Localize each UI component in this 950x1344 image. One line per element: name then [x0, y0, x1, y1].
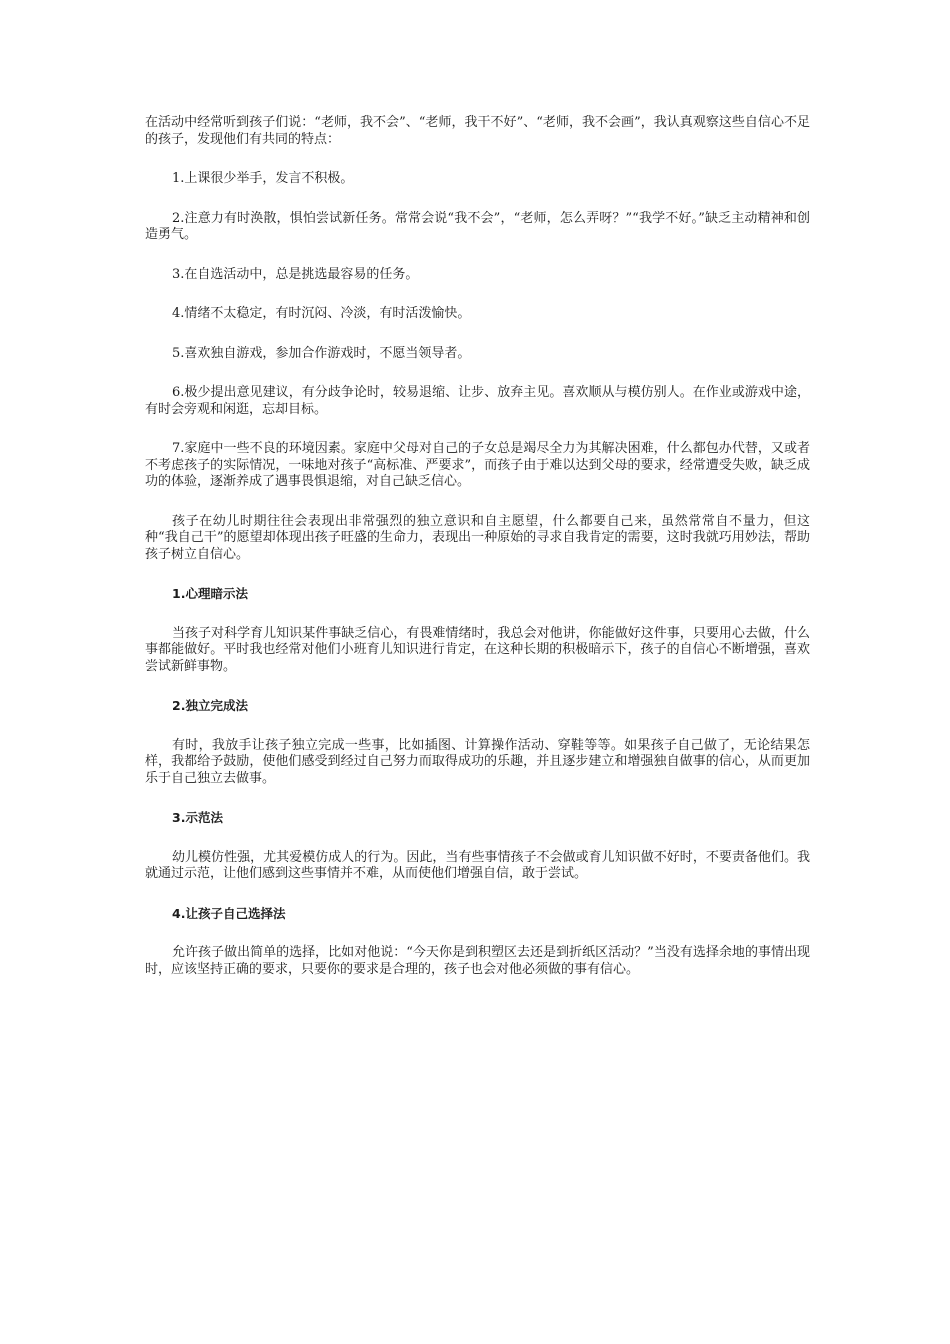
trait-item-1: 1.上课很少举手，发言不积极。	[172, 171, 354, 186]
intro-paragraph: 在活动中经常听到孩子们说：“老师，我不会”、“老师，我干不好”、“老师，我不会画”，我认真观察这些自信心不足的孩子，发现他们有共同的特点：	[145, 115, 810, 147]
transition-paragraph: 孩子在幼儿时期往往会表现出非常强烈的独立意识和自主愿望，什么都要自己来，虽然常常自不量力，但这种“我自己干”的愿望却体现出孩子旺盛的生命力，表现出一种原始的寻求自我肯定的需要，这时我就巧用妙法，帮助孩子树立自信心。	[145, 513, 810, 562]
method-body-3: 幼儿模仿性强，尤其爱模仿成人的行为。因此，当有些事情孩子不会做或育儿知识做不好时，不要责备他们。我就通过示范，让他们感到这些事情并不难，从而使他们增强自信，敢于尝试。	[145, 849, 810, 881]
trait-item-4: 4.情绪不太稳定，有时沉闷、冷淡，有时活泼愉快。	[172, 306, 471, 321]
document-body	[145, 115, 810, 1001]
method-body-4: 允许孩子做出简单的选择，比如对他说：“今天你是到积塑区去还是到折纸区活动？”当没有选择余地的事情出现时，应该坚持正确的要求，只要你的要求是合理的，孩子也会对他必须做的事有信心。	[145, 945, 810, 977]
trait-item-2: 2.注意力有时涣散，惧怕尝试新任务。常常会说“我不会”，“老师，怎么弄呀？”“我学不好。”缺乏主动精神和创造勇气。	[145, 210, 810, 242]
method-body-1: 当孩子对科学育儿知识某件事缺乏信心，有畏难情绪时，我总会对他讲，你能做好这件事，只要用心去做，什么事都能做好。平时我也经常对他们小班育儿知识进行肯定，在这种长期的积极暗示下，孩子的自信心不断增强，喜欢尝试新鲜事物。	[145, 625, 810, 674]
method-body-2: 有时，我放手让孩子独立完成一些事，比如插图、计算操作活动、穿鞋等等。如果孩子自己做了，无论结果怎样，我都给予鼓励，使他们感受到经过自己努力而取得成功的乐趣，并且逐步建立和增强独自做事的信心，从而更加乐于自己独立去做事。	[145, 737, 810, 786]
method-heading-1: 1.心理暗示法	[172, 586, 248, 601]
method-heading-2: 2.独立完成法	[172, 698, 248, 713]
trait-item-5: 5.喜欢独自游戏，参加合作游戏时，不愿当领导者。	[172, 345, 471, 361]
trait-item-6: 6.极少提出意见建议，有分歧争论时，较易退缩、让步、放弃主见。喜欢顺从与模仿别人。在作业或游戏中途，有时会旁观和闲逛，忘却目标。	[145, 385, 810, 417]
method-heading-4: 4.让孩子自己选择法	[172, 905, 286, 921]
trait-item-7: 7.家庭中一些不良的环境因素。家庭中父母对自己的子女总是竭尽全力为其解决困难，什么都包办代替，又或者不考虑孩子的实际情况，一味地对孩子“高标准、严要求”，而孩子由于难以达到父母的要求，经常遭受失败，缺乏成功的体验，逐渐养成了遇事畏惧退缩，对自己缺乏信心。	[145, 441, 810, 489]
method-heading-3: 3.示范法	[172, 810, 223, 825]
trait-item-3: 3.在自选活动中，总是挑选最容易的任务。	[172, 266, 419, 282]
